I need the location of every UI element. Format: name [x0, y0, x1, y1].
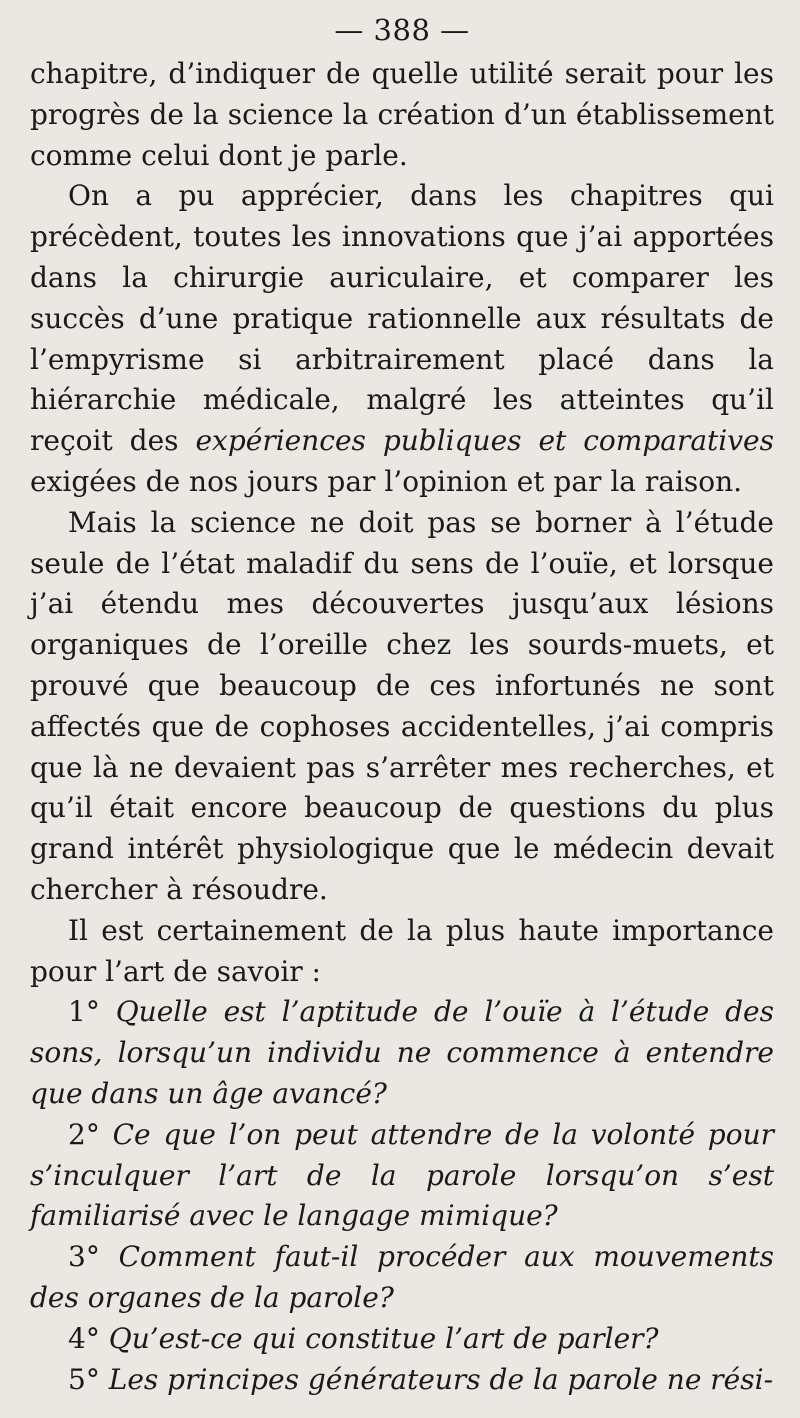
question-text: Ce que l’on peut attendre de la volonté pour s’inculquer l’art de la parole lorsqu’on s’est familiarisé avec le langage mimique? — [30, 1117, 774, 1233]
paragraph-2-emphasis: expériences publiques et comparatives — [195, 424, 774, 458]
paragraph-3: Mais la science ne doit pas se borner à l’étude seule de l’état maladif du sens de l’ouïe, et lorsque j’ai étendu mes découvertes jusqu’aux lésions organiques de l’oreille chez les sourds-muets, et prouvé que beaucoup de ces infortunés ne sont affectés que de cophoses accidentelles, j’ai compris que là ne devaient pas s’arrêter mes recherches, et qu’il était encore beaucoup de questions du plus grand intérêt physiologique que le médecin devait chercher à résoudre. — [30, 505, 774, 906]
question-text: Comment faut-il procéder aux mouvements des organes de la parole? — [30, 1240, 774, 1314]
question-number: 5° — [68, 1362, 100, 1396]
question-text: Quelle est l’aptitude de l’ouïe à l’étude des sons, lorsqu’un individu ne commence à entendre que dans un âge avancé? — [30, 995, 774, 1110]
question-text: Qu’est-ce qui constitue l’art de parler? — [108, 1321, 659, 1355]
question-item — [30, 1319, 774, 1360]
question-text: Les principes générateurs de la parole ne rési- — [108, 1362, 774, 1396]
paragraph-2-text-a: On a pu apprécier, dans les chapitres qui précèdent, toutes les innovations que j’ai apportées dans la chirurgie auriculaire, et comparer les succès d’une pratique rationnelle aux résultats de l’empyrisme si arbitrairement placé dans la hiérarchie médicale, malgré les atteintes qu’il reçoit des — [30, 179, 774, 458]
paragraph-2 — [30, 176, 774, 502]
question-item — [30, 1360, 774, 1401]
question-number: 1° — [68, 995, 100, 1029]
question-item — [30, 1237, 774, 1319]
question-item — [30, 1115, 774, 1237]
paragraph-1: chapitre, d’indiquer de quelle utilité serait pour les progrès de la science la création d’un établissement comme celui dont je parle. — [30, 57, 774, 172]
question-number: 2° — [68, 1117, 100, 1151]
paragraph-2-text-b: exigées de nos jours par l’opinion et par la raison. — [30, 464, 743, 498]
paragraph-4: Il est certainement de la plus haute importance pour l’art de savoir : — [30, 913, 774, 988]
page-number: — 388 — — [334, 13, 470, 47]
question-number: 4° — [68, 1321, 100, 1355]
question-item — [30, 992, 774, 1114]
question-number: 3° — [68, 1240, 100, 1274]
